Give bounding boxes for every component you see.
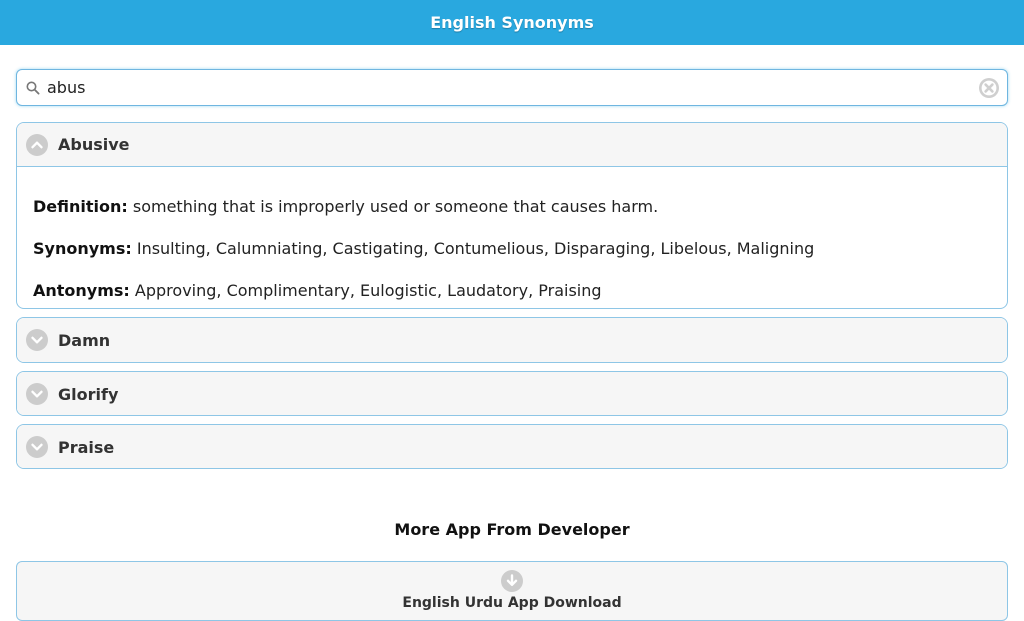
result-word: Damn xyxy=(58,330,111,350)
chevron-up-icon xyxy=(26,134,48,156)
synonyms-row xyxy=(33,239,991,259)
chevron-down-icon xyxy=(26,436,48,458)
result-header[interactable] xyxy=(17,372,1007,416)
result-damn[interactable] xyxy=(16,317,1008,363)
definition-label: Definition: xyxy=(33,197,128,216)
result-word: Abusive xyxy=(58,135,130,154)
result-header[interactable] xyxy=(17,123,1007,167)
definition-row xyxy=(33,197,991,217)
download-icon xyxy=(501,570,523,592)
search-icon xyxy=(19,69,47,106)
clear-icon[interactable] xyxy=(971,69,1007,106)
antonyms-text: Approving, Complimentary, Eulogistic, Laudatory, Praising xyxy=(134,281,602,300)
more-apps-heading: More App From Developer xyxy=(394,520,630,539)
app-title: English Synonyms xyxy=(430,13,594,32)
synonyms-text: Insulting, Calumniating, Castigating, Contumelious, Disparaging, Libelous, Maligning xyxy=(136,239,815,258)
chevron-down-icon xyxy=(26,329,48,351)
result-word: Glorify xyxy=(58,384,119,404)
app-header xyxy=(0,0,1024,45)
definition-text: something that is improperly used or someone that causes harm. xyxy=(132,197,659,216)
more-app-download-button[interactable] xyxy=(16,561,1008,621)
result-glorify[interactable] xyxy=(16,371,1008,416)
more-app-label: English Urdu App Download xyxy=(402,595,622,611)
result-header[interactable] xyxy=(17,318,1007,362)
search-input[interactable] xyxy=(47,70,971,105)
antonyms-row xyxy=(33,281,991,301)
chevron-down-icon xyxy=(26,383,48,405)
antonyms-label: Antonyms: xyxy=(33,281,130,300)
result-abusive xyxy=(16,122,1008,309)
search-bar[interactable] xyxy=(16,69,1008,106)
synonyms-label: Synonyms: xyxy=(33,239,132,258)
result-header[interactable] xyxy=(17,425,1007,469)
result-word: Praise xyxy=(58,437,115,457)
result-praise[interactable] xyxy=(16,424,1008,469)
result-details xyxy=(17,197,1007,301)
